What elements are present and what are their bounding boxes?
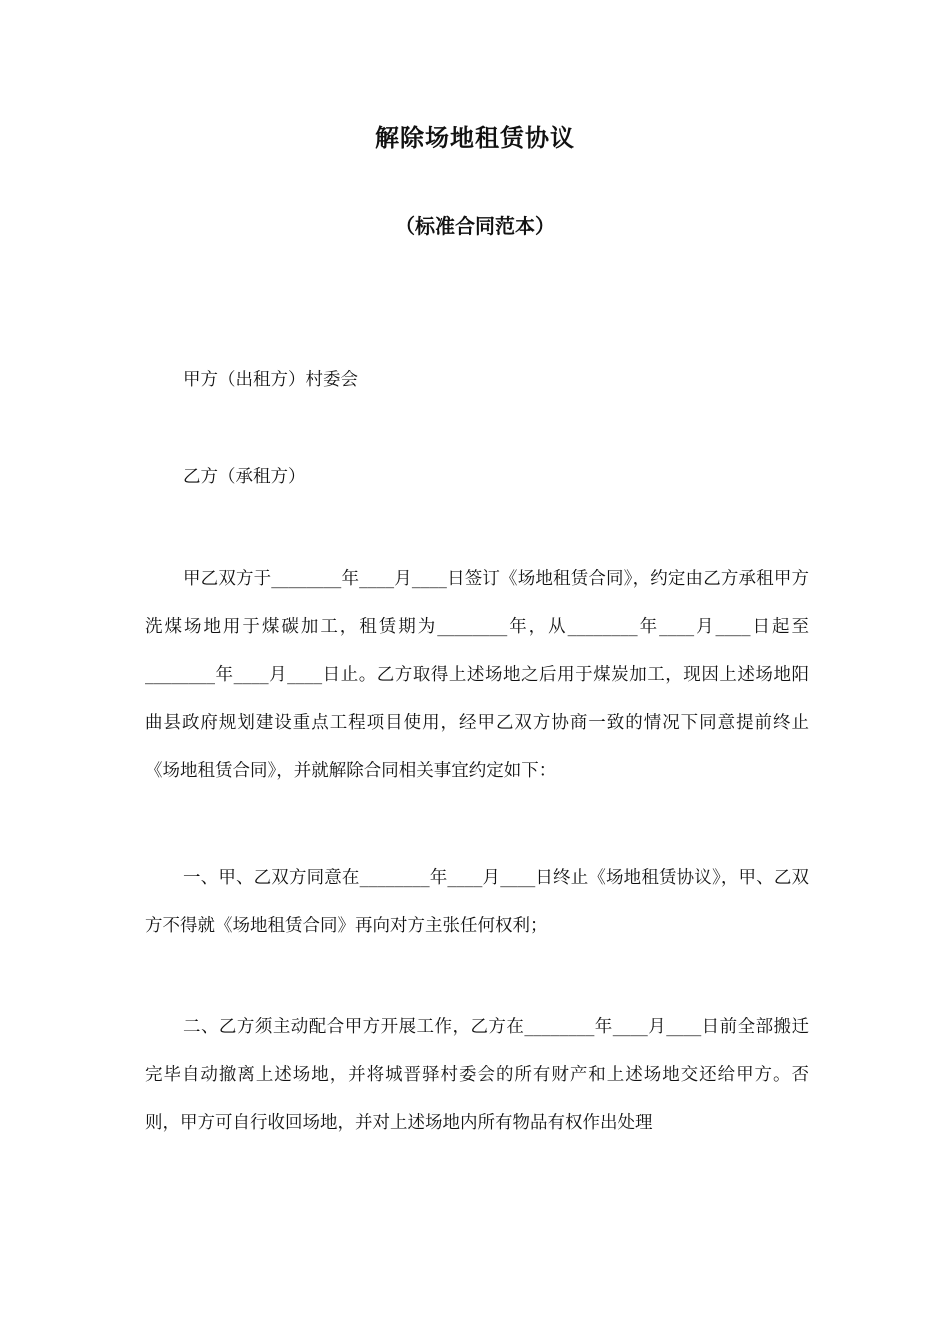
clause-1-paragraph: 一、甲、乙双方同意在________年____月____日终止《场地租赁协议》，甲、乙双方不得就《场地租赁合同》再向对方主张任何权利；	[145, 868, 809, 936]
clause-2-paragraph: 二、乙方须主动配合甲方开展工作，乙方在________年____月____日前全部搬迁完毕自动撤离上述场地，并将城晋驿村委会的所有财产和上述场地交还给甲方。否则，甲方可自行收回场地，并对上述场地内所有物品有权作出处理	[145, 1017, 809, 1133]
document-subtitle: （标准合同范本）	[395, 214, 555, 238]
party-b-line: 乙方（承租方）	[183, 467, 306, 487]
intro-paragraph: 甲乙双方于________年____月____日签订《场地租赁合同》，约定由乙方承租甲方洗煤场地用于煤碳加工，租赁期为________年，从________年____月____日起至________年____月____日止。乙方取得上述场地之后用于煤炭加工，现因上述场地阳曲县政府规划建设重点工程项目使用，经甲乙双方协商一致的情况下同意提前终止《场地租赁合同》，并就解除合同相关事宜约定如下：	[145, 569, 809, 781]
party-a-line: 甲方（出租方）村委会	[183, 370, 358, 390]
document-title: 解除场地租赁协议	[375, 124, 575, 152]
